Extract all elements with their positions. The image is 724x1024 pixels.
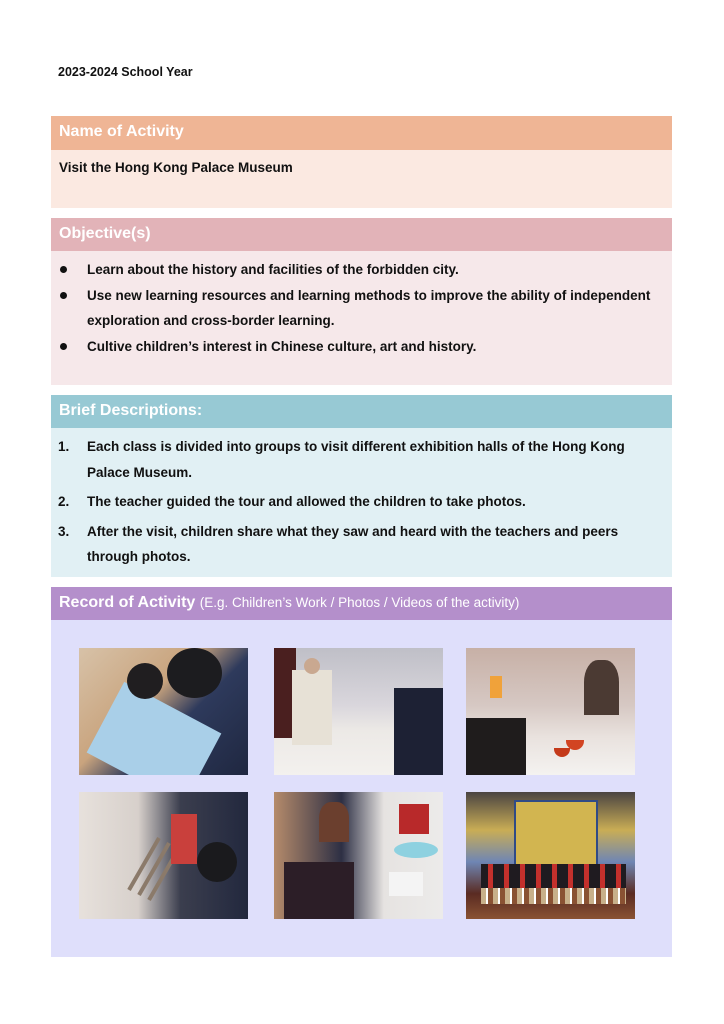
school-year: 2023-2024 School Year [58, 65, 193, 79]
objective-item: Use new learning resources and learning methods to improve the ability of independent exploration and cross-border learning. [51, 283, 672, 334]
objective-item: Cultive children’s interest in Chinese culture, art and history. [51, 334, 672, 360]
item-number: 2. [58, 494, 70, 509]
objectives-section [51, 218, 672, 385]
name-of-activity-section [51, 116, 672, 208]
record-title: Record of Activity [59, 594, 196, 611]
group-photo-screen-photo [466, 792, 635, 919]
item-number: 1. [58, 439, 70, 454]
description-item: 1. Each class is divided into groups to visit different exhibition halls of the Hong Kong Palace Museum. [51, 434, 672, 485]
description-item: 3. After the visit, children share what they saw and heard with the teachers and peers through photos. [51, 519, 672, 570]
record-subtitle: (E.g. Children’s Work / Photos / Videos of the activity) [199, 595, 520, 610]
section-header: Brief Descriptions: [51, 395, 672, 428]
description-item: 2. The teacher guided the tour and allowed the children to take photos. [51, 489, 672, 515]
children-viewing-scrolls-photo [79, 792, 248, 919]
bullet-icon [60, 343, 67, 350]
objective-item: Learn about the history and facilities of the forbidden city. [51, 257, 672, 283]
children-viewing-bowls-photo [466, 648, 635, 775]
children-touchscreen-photo [79, 648, 248, 775]
activity-name: Visit the Hong Kong Palace Museum [51, 150, 672, 208]
record-of-activity-section [51, 587, 672, 957]
bullet-icon [60, 292, 67, 299]
item-number: 3. [58, 523, 70, 539]
brief-descriptions-section [51, 395, 672, 577]
section-header: Objective(s) [51, 218, 672, 251]
bullet-icon [60, 266, 67, 273]
photo-grid [51, 620, 672, 957]
section-header [51, 587, 672, 620]
section-header: Name of Activity [51, 116, 672, 150]
children-viewing-porcelain-photo [274, 792, 443, 919]
guide-explaining-exhibit-photo [274, 648, 443, 775]
